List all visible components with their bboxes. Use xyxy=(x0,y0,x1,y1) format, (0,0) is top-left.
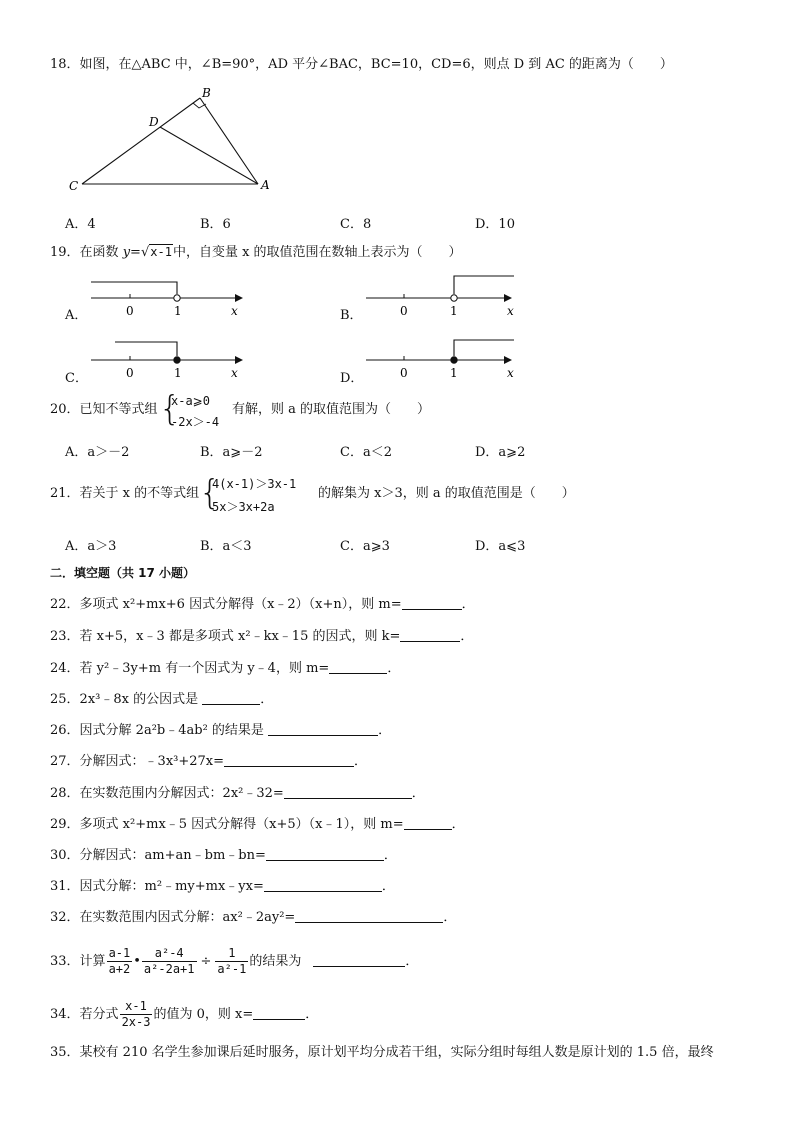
inequality-line-1: 4(x-1)＞3x-1 xyxy=(212,477,297,491)
question-33: 33．计算 $\frac{a-1}{a+2}$ • $\frac{\text{a²-4}}{\text{a²-2a+1}}$ ÷ $\frac{1}{\text{a²-1}}$ 的结果为 ． xyxy=(50,946,419,976)
option-b[interactable]: B．a⩾－2 xyxy=(200,445,263,460)
svg-text:1: 1 xyxy=(450,366,458,380)
svg-text:1: 1 xyxy=(174,366,182,380)
svg-text:x: x xyxy=(507,304,514,318)
question-text: 如图，在△ABC 中，∠B=90°，AD 平分∠BAC，BC=10，CD=6，则点 D 到 AC 的距离为（ ） xyxy=(79,57,673,72)
question-20-suffix: 有解，则 a 的取值范围为（ ） xyxy=(232,402,431,417)
numberline-c xyxy=(85,336,255,382)
answer-blank[interactable] xyxy=(266,847,384,861)
svg-text:0: 0 xyxy=(126,366,134,380)
question-29: 29．多项式 x²+mx﹣5 因式分解得（x+5）（x﹣1），则 m= ． xyxy=(50,817,465,832)
answer-blank[interactable] xyxy=(313,953,405,967)
sqrt-symbol: √ xyxy=(140,245,150,260)
option-a[interactable]: A．a＞－2 xyxy=(65,445,130,460)
inequality-line-1: x-a⩾0 xyxy=(171,394,210,408)
question-21-suffix: 的解集为 x＞3，则 a 的取值范围是（ ） xyxy=(318,486,575,501)
svg-text:x: x xyxy=(507,366,514,380)
question-20-prefix: 20．已知不等式组 xyxy=(50,402,158,417)
question-32: 32．在实数范围内因式分解：ax²﹣2ay²= ． xyxy=(50,910,457,925)
question-34: 34．若分式 $\frac{x-1}{2x-3}$ 的值为 0，则 x= ． xyxy=(50,999,319,1029)
label-b: B xyxy=(202,86,211,100)
question-30: 30．分解因式：am+an﹣bm﹣bn= ． xyxy=(50,848,397,863)
svg-text:x: x xyxy=(231,366,238,380)
fraction: $\frac{x-1}{2x-3}$ xyxy=(121,999,151,1029)
numberline-d xyxy=(362,334,532,382)
answer-blank[interactable] xyxy=(284,785,412,799)
option-b[interactable]: B．6 xyxy=(200,217,231,232)
question-35: 35．某校有 210 名学生参加课后延时服务，原计划平均分成若干组，实际分组时每组人数是原计划的 1.5 倍，最终 xyxy=(50,1045,714,1060)
option-d[interactable]: D． xyxy=(340,371,364,386)
option-d[interactable]: D．a⩽3 xyxy=(475,539,526,554)
option-c[interactable]: C．8 xyxy=(340,217,372,232)
question-24: 24．若 y²﹣3y+m 有一个因式为 y﹣4，则 m= ． xyxy=(50,661,401,676)
label-d: D xyxy=(149,115,159,129)
answer-blank[interactable] xyxy=(295,909,443,923)
numberline-a xyxy=(85,274,255,320)
option-a[interactable]: A．4 xyxy=(65,217,96,232)
option-a[interactable]: A．a＞3 xyxy=(65,539,117,554)
answer-blank[interactable] xyxy=(253,1006,305,1020)
answer-blank[interactable] xyxy=(268,722,378,736)
question-23: 23．若 x+5，x﹣3 都是多项式 x²﹣kx﹣15 的因式，则 k= ． xyxy=(50,629,474,644)
svg-text:0: 0 xyxy=(400,366,408,380)
question-28: 28．在实数范围内分解因式：2x²﹣32= ． xyxy=(50,786,425,801)
question-31: 31．因式分解：m²﹣my+mx﹣yx= ． xyxy=(50,879,395,894)
option-c[interactable]: C．a＜2 xyxy=(340,445,392,460)
label-c: C xyxy=(69,179,79,193)
numberline-b xyxy=(362,270,532,320)
option-b[interactable]: B． xyxy=(340,308,363,323)
question-19: 19．在函数 y=√x-1中，自变量 x 的取值范围在数轴上表示为（ ） xyxy=(50,245,462,260)
fraction-1: $\frac{a-1}{a+2}$ xyxy=(108,946,131,976)
section-heading: 二．填空题（共 17 小题） xyxy=(50,566,196,580)
question-25: 25．2x³﹣8x 的公因式是 ． xyxy=(50,692,274,707)
option-d[interactable]: D．a⩾2 xyxy=(475,445,526,460)
answer-blank[interactable] xyxy=(402,596,462,610)
question-number: 21． xyxy=(50,486,80,501)
inequality-line-2: 5x＞3x+2a xyxy=(212,500,275,514)
question-18 xyxy=(50,57,673,73)
question-21-prefix: 21．若关于 x 的不等式组 xyxy=(50,486,200,501)
svg-text:x: x xyxy=(231,304,238,318)
radicand: x-1 xyxy=(150,245,172,259)
option-b[interactable]: B．a＜3 xyxy=(200,539,252,554)
answer-blank[interactable] xyxy=(224,753,354,767)
answer-blank[interactable] xyxy=(400,628,460,642)
label-a: A xyxy=(261,178,270,192)
option-c[interactable]: C． xyxy=(65,371,88,386)
option-c[interactable]: C．a⩾3 xyxy=(340,539,390,554)
answer-blank[interactable] xyxy=(404,816,452,830)
option-d[interactable]: D．10 xyxy=(475,217,515,232)
answer-blank[interactable] xyxy=(202,691,260,705)
fraction-2: $\frac{\text{a²-4}}{\text{a²-2a+1}}$ xyxy=(143,946,195,976)
svg-text:0: 0 xyxy=(400,304,408,318)
question-number: 18． xyxy=(50,57,80,72)
question-26: 26．因式分解 2a²b﹣4ab² 的结果是 ． xyxy=(50,723,392,738)
inequality-line-2: -2x＞-4 xyxy=(171,415,220,429)
svg-text:0: 0 xyxy=(126,304,134,318)
question-number: 19． xyxy=(50,245,80,260)
svg-text:1: 1 xyxy=(450,304,458,318)
fraction-3: $\frac{1}{\text{a²-1}}$ xyxy=(217,946,247,976)
svg-text:1: 1 xyxy=(174,304,182,318)
question-22: 22．多项式 x²+mx+6 因式分解得（x﹣2）（x+n），则 m= ． xyxy=(50,597,475,612)
brace-icon: { xyxy=(159,389,181,429)
question-number: 20． xyxy=(50,402,80,417)
answer-blank[interactable] xyxy=(264,878,382,892)
option-a[interactable]: A． xyxy=(65,308,88,323)
brace-icon: { xyxy=(199,473,221,513)
answer-blank[interactable] xyxy=(329,660,387,674)
triangle-figure xyxy=(60,86,290,196)
question-27: 27．分解因式：﹣3x³+27x= ． xyxy=(50,754,368,769)
